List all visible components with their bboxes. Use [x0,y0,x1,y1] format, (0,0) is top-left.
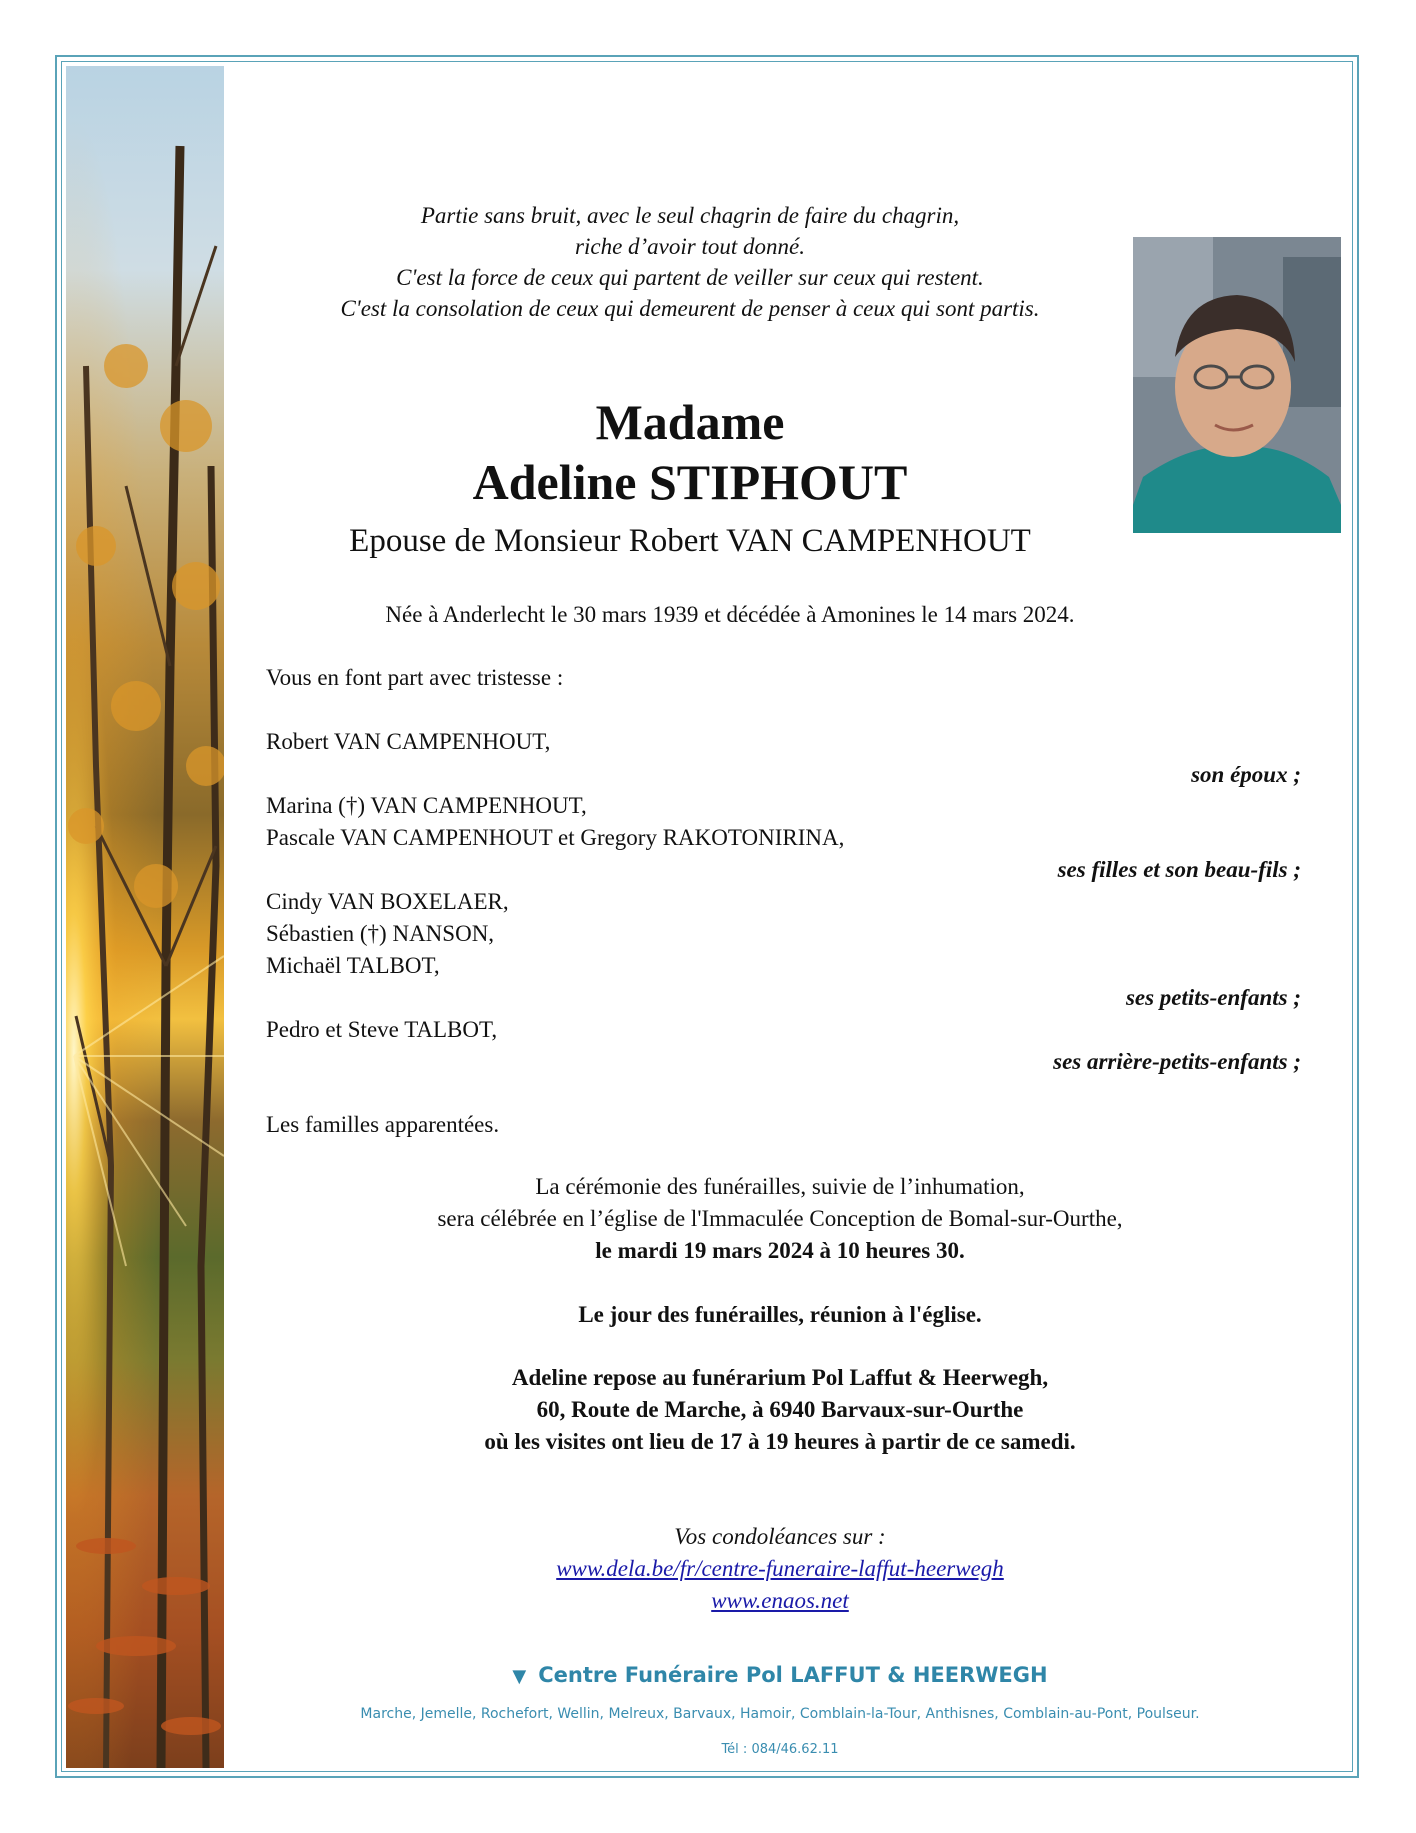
family-relation: ses filles et son beau-fils ; [1057,857,1301,882]
family-member: Marina (†) VAN CAMPENHOUT, [266,793,587,818]
poem-line: C'est la force de ceux qui partent de veiller sur ceux qui restent. [396,265,984,290]
condolences-link-dela[interactable]: www.dela.be/fr/centre-funeraire-laffut-heerwegh [556,1556,1004,1581]
family-member: Pedro et Steve TALBOT, [266,1017,498,1042]
funeral-home-name [230,1663,1330,1687]
family-member: Pascale VAN CAMPENHOUT et Gregory RAKOTONIRINA, [266,825,845,850]
announcement: Vous en font part avec tristesse : [266,665,564,690]
funeral-home-label: Centre Funéraire Pol LAFFUT & HEERWEGH [538,1663,1048,1687]
condolences-link-enaos[interactable]: www.enaos.net [711,1588,849,1613]
ceremony-line: La cérémonie des funérailles, suivie de l’inhumation, [535,1174,1025,1199]
ceremony-line: sera célébrée en l’église de l'Immaculée Conception de Bomal-sur-Ourthe, [437,1206,1123,1231]
family-member: Sébastien (†) NANSON, [266,921,495,946]
autumn-forest-image [66,66,224,1768]
meeting-note: Le jour des funérailles, réunion à l'église. [578,1302,982,1327]
poem-line: C'est la consolation de ceux qui demeurent de penser à ceux qui sont partis. [340,296,1040,321]
visit-hours: où les visites ont lieu de 17 à 19 heures à partir de ce samedi. [484,1429,1076,1454]
ceremony-datetime: le mardi 19 mars 2024 à 10 heures 30. [595,1238,965,1263]
funeral-home-locations: Marche, Jemelle, Rochefort, Wellin, Melreux, Barvaux, Hamoir, Comblain-la-Tour, Anthisnes, Comblain-au-Pont, Poulseur. [360,1706,1200,1722]
triangle-down-icon: ▼ [512,1666,527,1687]
family-member: Michaël TALBOT, [266,953,440,978]
family-relation: son époux ; [1191,762,1301,787]
funerarium-line: Adeline repose au funérarium Pol Laffut & Heerwegh, [511,1365,1049,1390]
condolences-label: Vos condoléances sur : [674,1524,886,1549]
opening-poem [230,200,1150,324]
poem-line: riche d’avoir tout donné. [575,234,805,259]
salutation: Madame [595,394,785,450]
family-relation: ses arrière-petits-enfants ; [1053,1049,1301,1074]
poem-line: Partie sans bruit, avec le seul chagrin de faire du chagrin, [420,203,960,228]
spouse-line: Epouse de Monsieur Robert VAN CAMPENHOUT [349,523,1031,559]
related-families: Les familles apparentées. [266,1112,500,1137]
deceased-name: Adeline STIPHOUT [472,454,908,510]
portrait-photo [1133,237,1341,533]
funerarium-address: 60, Route de Marche, à 6940 Barvaux-sur-Ourthe [536,1397,1024,1422]
family-member: Robert VAN CAMPENHOUT, [266,729,551,754]
family-relation: ses petits-enfants ; [1125,985,1301,1010]
family-member: Cindy VAN BOXELAER, [266,889,509,914]
funeral-home-phone: Tél : 084/46.62.11 [721,1742,839,1757]
birth-death-dates: Née à Anderlecht le 30 mars 1939 et décédée à Amonines le 14 mars 2024. [385,602,1075,627]
